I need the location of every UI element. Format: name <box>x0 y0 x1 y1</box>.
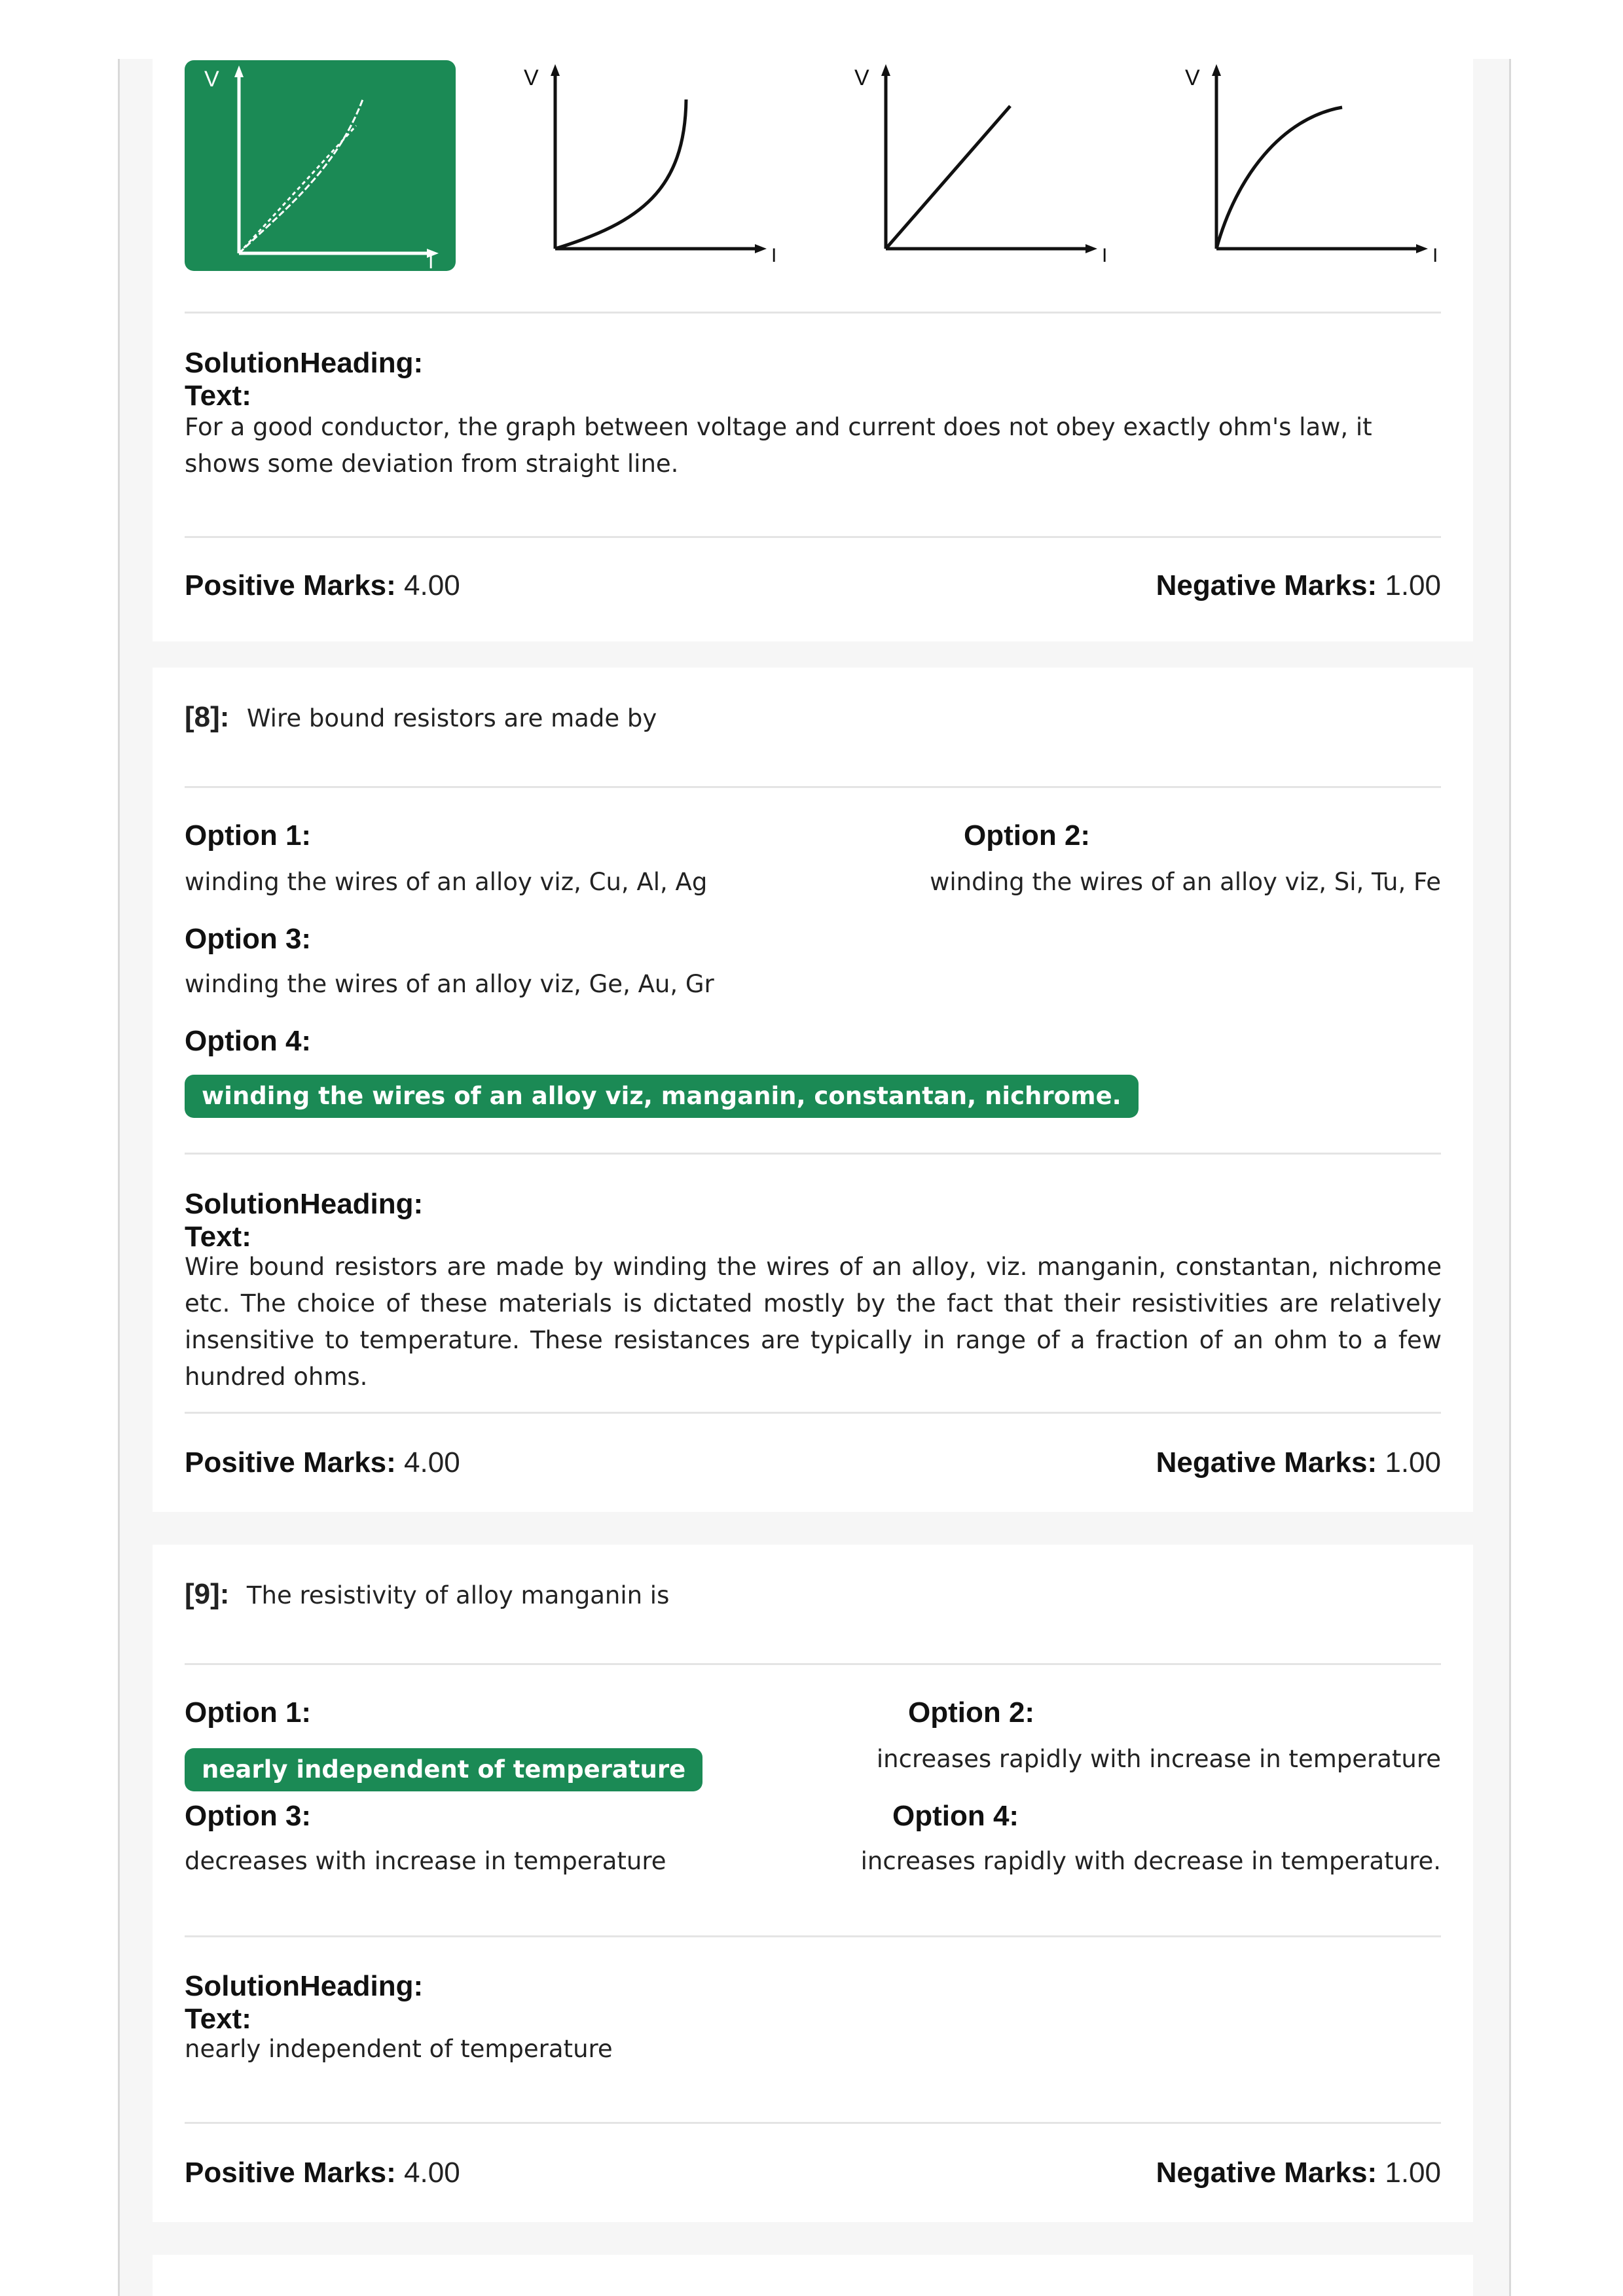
question-card-7 <box>153 59 1473 641</box>
divider <box>185 786 1441 788</box>
option-2-text[interactable]: winding the wires of an alloy viz, Si, Tu, Fe <box>930 868 1441 896</box>
divider <box>185 312 1441 314</box>
divider <box>185 1935 1441 1937</box>
divider <box>185 1412 1441 1414</box>
solution-heading: SolutionHeading: <box>185 1970 424 2002</box>
svg-text:V: V <box>1185 65 1200 90</box>
positive-marks: Positive Marks: 4.00 <box>185 2157 460 2189</box>
question-header <box>185 1577 669 1614</box>
option-3-graph[interactable] <box>840 59 1111 270</box>
option-1-label: Option 1: <box>185 819 312 852</box>
solution-text-label: Text: <box>185 1221 251 1253</box>
question-header <box>185 700 657 737</box>
solution-text-label: Text: <box>185 2003 251 2035</box>
question-card-10 <box>153 2255 1473 2296</box>
svg-text:I: I <box>428 251 434 271</box>
svg-text:V: V <box>204 67 219 92</box>
divider <box>185 1153 1441 1155</box>
divider <box>185 2122 1441 2124</box>
option-1-label: Option 1: <box>185 1696 312 1729</box>
option-1-text[interactable]: winding the wires of an alloy viz, Cu, Al, Ag <box>185 868 708 896</box>
option-2-label: Option 2: <box>908 1696 1035 1729</box>
option-3-text[interactable]: decreases with increase in temperature <box>185 1847 666 1875</box>
svg-text:V: V <box>524 65 539 90</box>
v-i-graph-linear <box>840 59 1111 270</box>
question-number: [8]: <box>185 701 230 733</box>
option-4-label: Option 4: <box>892 1800 1019 1832</box>
question-text: The resistivity of alloy manganin is <box>246 1581 670 1609</box>
negative-marks: Negative Marks: 1.00 <box>1156 2157 1441 2189</box>
option-2-label: Option 2: <box>964 819 1091 852</box>
svg-text:I: I <box>1102 245 1108 266</box>
solution-heading: SolutionHeading: <box>185 1188 424 1220</box>
negative-marks: Negative Marks: 1.00 <box>1156 569 1441 601</box>
positive-marks: Positive Marks: 4.00 <box>185 1446 460 1479</box>
svg-text:I: I <box>1432 245 1438 266</box>
divider <box>185 1663 1441 1665</box>
option-1-text-correct[interactable]: nearly independent of temperature <box>185 1748 702 1791</box>
divider <box>185 536 1441 538</box>
option-3-text[interactable]: winding the wires of an alloy viz, Ge, Au, Gr <box>185 970 714 998</box>
v-i-graph-convex <box>509 59 780 270</box>
question-text: Wire bound resistors are made by <box>246 704 657 732</box>
option-4-label: Option 4: <box>185 1025 312 1057</box>
solution-text: For a good conductor, the graph between voltage and current does not obey exactly ohm's law, it shows some deviation from straight line. <box>185 413 1372 478</box>
option-2-graph[interactable] <box>509 59 780 270</box>
option-3-label: Option 3: <box>185 1800 312 1832</box>
solution-text: Wire bound resistors are made by winding the wires of an alloy, viz. manganin, constantan, nichrome etc. The choice of these materials is dictated mostly by the fact that their resistivities are relatively insensitive to temperature. These resistances are typically in range of a fraction of an ohm to a few hundred ohms. <box>185 1253 1442 1391</box>
svg-text:V: V <box>854 65 869 90</box>
solution-text-label: Text: <box>185 380 251 412</box>
svg-text:I: I <box>771 245 777 266</box>
question-card-8 <box>153 668 1473 1512</box>
positive-marks: Positive Marks: 4.00 <box>185 569 460 601</box>
v-i-graph-deviation <box>185 60 456 271</box>
option-4-graph[interactable] <box>1171 59 1442 270</box>
option-2-text[interactable]: increases rapidly with increase in temperature <box>876 1745 1441 1773</box>
option-1-graph-selected[interactable] <box>185 60 456 271</box>
question-number: [9]: <box>185 1578 230 1610</box>
option-4-text[interactable]: increases rapidly with decrease in temperature. <box>860 1847 1441 1875</box>
solution-heading: SolutionHeading: <box>185 347 424 379</box>
v-i-graph-concave <box>1171 59 1442 270</box>
question-card-9 <box>153 1545 1473 2222</box>
option-3-label: Option 3: <box>185 923 312 955</box>
option-4-text-correct[interactable]: winding the wires of an alloy viz, manganin, constantan, nichrome. <box>185 1075 1139 1118</box>
solution-text: nearly independent of temperature <box>185 2035 613 2063</box>
negative-marks: Negative Marks: 1.00 <box>1156 1446 1441 1479</box>
